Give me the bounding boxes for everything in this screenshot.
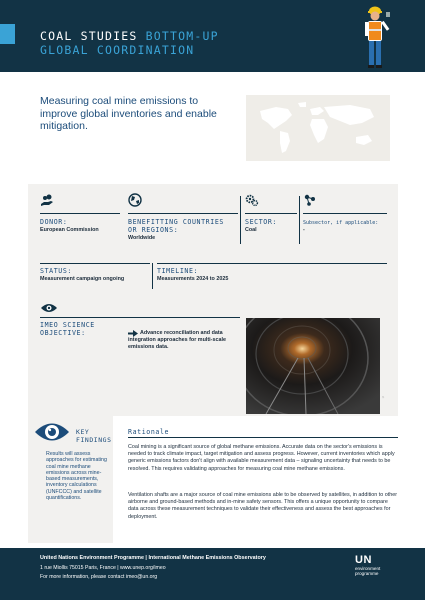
- unep-logo-line1: environment: [355, 566, 381, 571]
- key-findings-title-line2: FINDINGS: [76, 436, 112, 444]
- footer-contact: For more information, please contact imeo@un.org: [40, 574, 158, 580]
- rationale-paragraph-2: Ventilation shafts are a major source of coal mine emissions able to be observed by satellites, in addition to other airborne and ground-based methods and in-mine safety sensors. This offers a unique opportunity to compare data across these measurement techniques to validate their effectiveness and assess the best approaches for deployment.: [128, 492, 398, 520]
- rationale-divider: [128, 437, 398, 438]
- vertical-divider-3: [152, 263, 153, 289]
- status-divider: [40, 263, 150, 264]
- coal-worker-illustration: [355, 2, 395, 72]
- title-part-coal-studies: COAL STUDIES: [40, 29, 146, 43]
- status-label: STATUS:: [40, 267, 72, 275]
- rationale-paragraph-1: Coal mining is a significant source of global methane emissions. Accurate data on the sector's emissions is needed to track climate impact, target mitigation and assess progress. However, current inventories which apply generic emissions factors don't align with available measurement data – signaling uncertainty that needs to be resolved. This requires validating approaches for measuring coal mine methane emissions.: [128, 444, 395, 472]
- title-part-bottom-up: BOTTOM-UP: [145, 29, 219, 43]
- vertical-divider-1: [240, 196, 241, 244]
- footer-organization: United Nations Environment Programme | International Methane Emissions Observatory: [40, 555, 266, 561]
- intro-text: Measuring coal mine emissions to improve global inventories and enable mitigation.: [40, 95, 217, 132]
- subsector-divider: [303, 213, 387, 214]
- page-title: [40, 29, 219, 57]
- objective-divider: [40, 317, 240, 318]
- donor-value: European Commission: [40, 227, 99, 233]
- rationale-title: Rationale: [128, 428, 170, 436]
- hand-coins-icon: [40, 193, 54, 207]
- title-part-global-coordination: GLOBAL COORDINATION: [40, 43, 195, 57]
- sector-label: SECTOR:: [245, 218, 277, 226]
- page-footer: [0, 548, 425, 600]
- header-accent-bar: [0, 24, 15, 44]
- gears-icon: [245, 193, 259, 207]
- timeline-divider: [157, 263, 387, 264]
- page-header: [0, 0, 425, 72]
- subsector-value: -: [303, 227, 305, 233]
- countries-label-line1: BENEFITTING COUNTRIES: [128, 218, 224, 226]
- vertical-divider-2: [299, 196, 300, 244]
- eye-icon: [40, 302, 58, 314]
- globe-icon: [128, 193, 142, 207]
- key-findings-title-line1: KEY: [76, 428, 90, 436]
- status-value: Measurement campaign ongoing: [40, 276, 125, 282]
- sector-divider: [245, 213, 297, 214]
- mine-tunnel-photo: [246, 318, 380, 414]
- objective-text: Advance reconciliation and data integration approaches for multi-scale emissions data.: [128, 330, 226, 350]
- countries-divider: [128, 213, 238, 214]
- photo-credit-mark: ©: [381, 395, 385, 399]
- unep-logo-un: UN: [355, 554, 372, 566]
- countries-label-line2: OR REGIONS:: [128, 226, 179, 234]
- sector-value: Coal: [245, 227, 257, 233]
- objective-label-line2: OBJECTIVE:: [40, 329, 86, 337]
- timeline-value: Measurements 2024 to 2025: [157, 276, 229, 282]
- eye-icon: [33, 419, 71, 445]
- mine-tunnel-graphic: [246, 318, 380, 414]
- countries-value: Worldwide: [128, 235, 156, 241]
- unep-logo: [355, 555, 395, 576]
- objective-label-line1: IMEO SCIENCE: [40, 321, 95, 329]
- world-map-graphic: [246, 95, 390, 161]
- key-findings-text: Results will assess approaches for estimating coal mine methane emissions across mine-based measurements, inventory calculations (UNFCCC) and satellite quantifications.: [46, 451, 107, 502]
- key-findings-title: [76, 428, 112, 444]
- subsector-label: Subsector, if applicable:: [303, 220, 379, 226]
- unep-logo-line2: programme: [355, 571, 379, 576]
- donor-label: DONOR:: [40, 218, 68, 226]
- molecule-icon: [303, 193, 317, 207]
- world-map-image: [246, 95, 390, 161]
- timeline-label: TIMELINE:: [157, 267, 199, 275]
- donor-divider: [40, 213, 120, 214]
- footer-address: 1 rue Miollis 75015 Paris, France | www.unep.org/imeo: [40, 565, 166, 571]
